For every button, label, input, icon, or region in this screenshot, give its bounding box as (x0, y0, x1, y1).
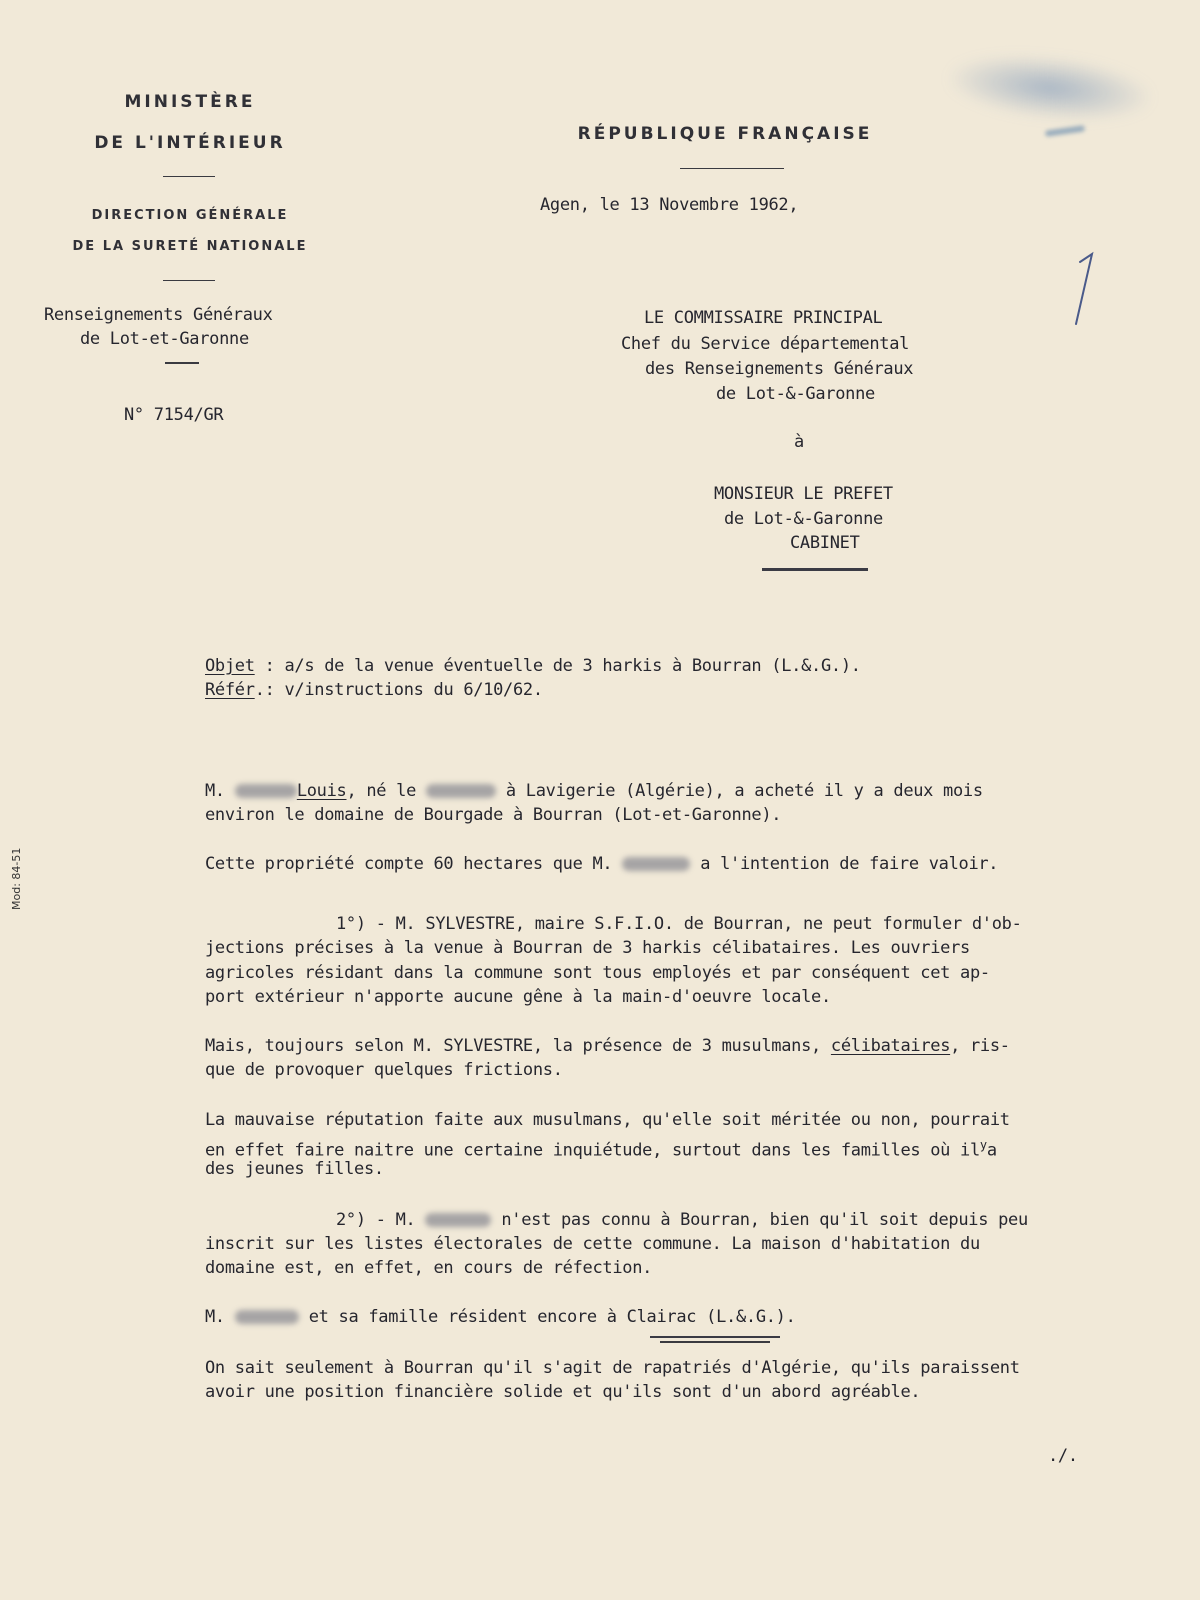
republic-title: RÉPUBLIQUE FRANÇAISE (577, 124, 873, 144)
side-code: Mod: 84-51 (10, 847, 23, 910)
first-name: Louis (296, 781, 347, 801)
paragraph-3-line1: 1°) - M. SYLVESTRE, maire S.F.I.O. de Bourran, ne peut formuler d'ob- (336, 914, 1022, 934)
paragraph-3-line2: jections précises à la venue à Bourran de 3 harkis célibataires. Les ouvriers (205, 938, 970, 958)
subject-objet (205, 654, 861, 678)
reference-number: N° 7154/GR (124, 405, 224, 425)
recipient-underline (762, 568, 868, 571)
redacted-name (622, 857, 690, 871)
text: Cette propriété compte 60 hectares que M. (205, 854, 623, 874)
text: , ris- (950, 1036, 1010, 1056)
ministry-line1: MINISTÈRE (124, 92, 256, 112)
paragraph-4-line2: que de provoquer quelques frictions. (205, 1060, 563, 1080)
paragraph-8-line2: avoir une position financière solide et qu'ils sont d'un abord agréable. (205, 1382, 921, 1402)
text: M. (205, 781, 235, 801)
text: M. (205, 1307, 235, 1327)
recipient-line3: CABINET (790, 533, 860, 553)
objet-text: : a/s de la venue éventuelle de 3 harkis à Bourran (L.&.G.). (254, 656, 861, 676)
service-line1: Renseignements Généraux (44, 305, 273, 325)
text: a l'intention de faire valoir. (690, 854, 999, 874)
underlined-word: célibataires (830, 1036, 951, 1056)
paragraph-1-line1 (205, 779, 1165, 803)
subject-refer (205, 678, 543, 702)
separator-rule (660, 1341, 770, 1343)
text: et sa famille résident encore à Clairac (L.&.G.). (298, 1307, 796, 1327)
sender-line2: Chef du Service départemental (621, 334, 910, 354)
addressed-to: à (794, 432, 804, 452)
handwritten-mark-graphic (1068, 250, 1098, 330)
paragraph-1-line2: environ le domaine de Bourgade à Bourran (Lot-et-Garonne). (205, 805, 782, 825)
paragraph-5-line3: des jeunes filles. (205, 1159, 384, 1179)
stamp-smudge (947, 48, 1152, 129)
paragraph-3-line4: port extérieur n'apporte aucune gêne à la main-d'oeuvre locale. (205, 987, 831, 1007)
separator-rule (650, 1336, 780, 1338)
refer-label: Référ (205, 680, 255, 700)
text: n'est pas connu à Bourran, bien qu'il soit depuis peu (491, 1210, 1028, 1230)
redacted-name (235, 1310, 299, 1324)
place-date: Agen, le 13 Novembre 1962, (540, 195, 799, 215)
divider (165, 362, 199, 364)
stamp-dash (1045, 125, 1085, 137)
text: 2°) - M. (336, 1210, 426, 1230)
refer-text: .: v/instructions du 6/10/62. (254, 680, 543, 700)
paragraph-6-line1 (336, 1208, 1166, 1232)
superscript: y (979, 1138, 987, 1152)
continuation-mark: ./. (1048, 1446, 1078, 1466)
paragraph-6-line3: domaine est, en effet, en cours de réfection. (205, 1258, 653, 1278)
paragraph-6-line2: inscrit sur les listes électorales de cette commune. La maison d'habitation du (205, 1234, 980, 1254)
text: en effet faire naitre une certaine inquiétude, surtout dans les familles où il (205, 1140, 980, 1161)
paragraph-5-line1: La mauvaise réputation faite aux musulmans, qu'elle soit méritée ou non, pourrait (205, 1110, 1010, 1130)
redacted-date (426, 784, 496, 798)
paragraph-4-line1 (205, 1034, 1165, 1058)
text: a (986, 1140, 997, 1161)
text: à Lavigerie (Algérie), a acheté il y a deux mois (495, 781, 983, 801)
sender-line4: de Lot-&-Garonne (716, 384, 875, 404)
recipient-line2: de Lot-&-Garonne (724, 509, 883, 529)
redacted-name (235, 784, 297, 798)
sender-line3: des Renseignements Généraux (645, 359, 914, 379)
divider (163, 280, 215, 281)
direction-line1: DIRECTION GÉNÉRALE (91, 208, 289, 223)
direction-line2: DE LA SURETÉ NATIONALE (72, 239, 308, 254)
recipient-line1: MONSIEUR LE PREFET (714, 484, 893, 504)
paragraph-8-line1: On sait seulement à Bourran qu'il s'agit de rapatriés d'Algérie, qu'ils paraissent (205, 1358, 1020, 1378)
text: , né le (346, 781, 426, 801)
paragraph-7 (205, 1305, 1165, 1329)
redacted-name (425, 1213, 491, 1227)
service-line2: de Lot-et-Garonne (80, 329, 249, 349)
sender-line1: LE COMMISSAIRE PRINCIPAL (644, 308, 883, 328)
paragraph-3-line3: agricoles résidant dans la commune sont tous employés et par conséquent cet ap- (205, 963, 990, 983)
divider (163, 176, 215, 177)
ministry-line2: DE L'INTÉRIEUR (94, 133, 286, 153)
text: Mais, toujours selon M. SYLVESTRE, la présence de 3 musulmans, (205, 1036, 831, 1056)
paragraph-2 (205, 852, 1165, 876)
objet-label: Objet (205, 656, 255, 676)
divider (680, 168, 784, 169)
